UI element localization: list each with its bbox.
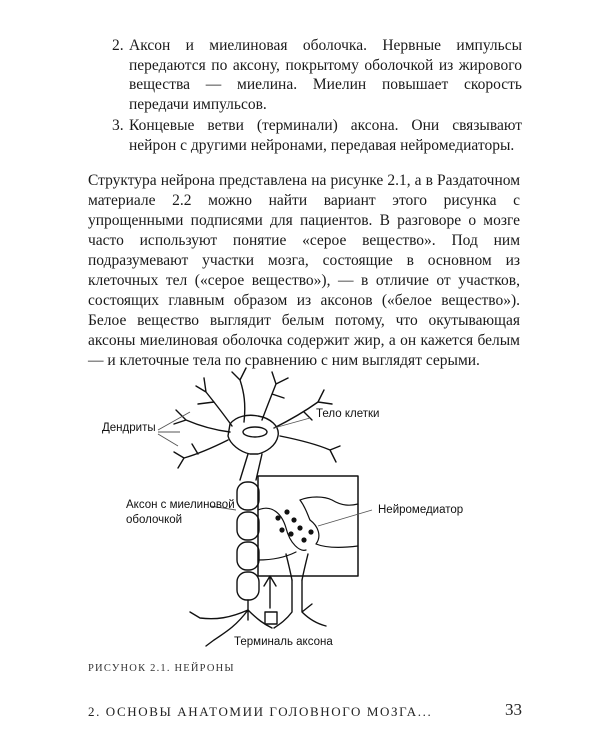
running-footer-title: 2. ОСНОВЫ АНАТОМИИ ГОЛОВНОГО МОЗГА... (88, 704, 433, 719)
label-neurotransmitter: Нейромедиатор (378, 504, 464, 516)
leader-line (318, 510, 372, 526)
postsynaptic-membrane (300, 497, 358, 547)
cell-body-outline (228, 415, 278, 454)
presynaptic-bouton (258, 508, 306, 560)
leader-line (158, 412, 190, 446)
dendrite (280, 436, 340, 462)
neuron-figure (88, 362, 528, 662)
label-dendrites: Дендриты (102, 422, 156, 434)
figure-caption: РИСУНОК 2.1. НЕЙРОНЫ (88, 663, 235, 674)
dendrite (196, 378, 232, 426)
synaptic-cleft (300, 500, 310, 520)
dendrite (262, 372, 288, 420)
list-item (112, 116, 522, 155)
list-item (112, 36, 522, 114)
list-item-number: 3. (112, 117, 124, 134)
dendrite (232, 368, 246, 422)
nucleus (243, 427, 267, 437)
terminal-highlight-box (265, 612, 277, 624)
label-cell-body: Тело клетки (316, 408, 380, 420)
zoom-arrow (264, 576, 276, 608)
label-axon: Аксон с миелиновой оболочкой (126, 499, 235, 526)
dendrite (174, 410, 230, 432)
leader-line (274, 418, 310, 428)
label-terminal: Терминаль аксона (234, 636, 333, 648)
postsynaptic-dendrite (274, 580, 326, 628)
list-item-text: Аксон и миелиновая оболочка. Нервные импульсы передаются по аксону, покрытому оболочкой из жирового вещества — миелина. Миелин повышает скорость передачи импульсов. (129, 37, 522, 113)
body-paragraph: Структура нейрона представлена на рисунке 2.1, а в Раздаточном материале 2.2 можно найти вариант этого рисунка с упрощенными подписями для пациентов. В разговоре о мозге часто используют понятие «серое вещество». Под ним подразумевают участки мозга, состоящие в основном из клеточных тел («серое вещество»), — в отличие от участков, состоящих главным образом из аксонов («белое вещество»). Белое вещество выглядит белым потому, что окутывающая аксоны миелиновая оболочка содержит жир, а он кажется белым — и клеточные тела по сравнению с ним выглядят серыми. (88, 172, 520, 369)
synapse-inset-frame (258, 476, 358, 576)
list-item-text: Концевые ветви (терминали) аксона. Они связывают нейрон с другими нейронами, передавая нейромедиаторы. (129, 117, 522, 154)
dendrite (174, 440, 228, 468)
page-number: 33 (505, 700, 522, 719)
numbered-list (112, 36, 522, 157)
list-item-number: 2. (112, 37, 124, 54)
